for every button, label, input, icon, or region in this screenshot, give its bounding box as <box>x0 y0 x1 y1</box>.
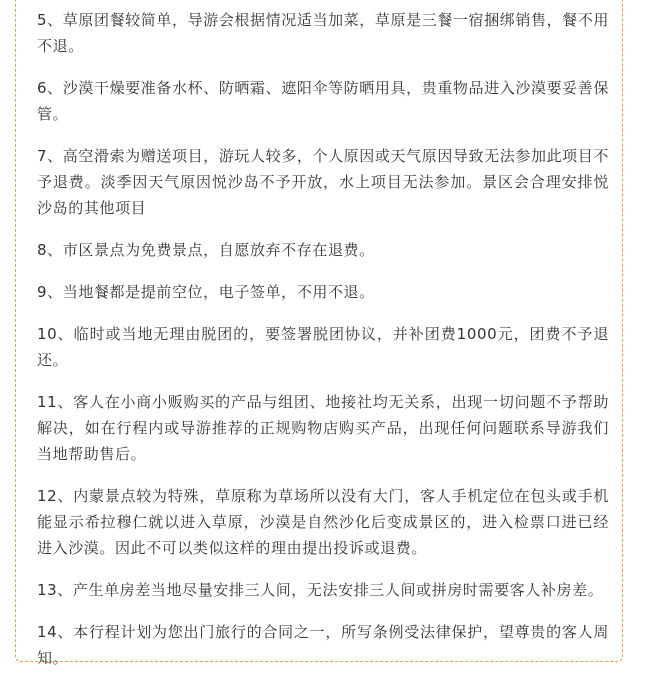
notice-item-12: 12、内蒙景点较为特殊，草原称为草场所以没有大门，客人手机定位在包头或手机能显示希拉穆仁就以进入草原，沙漠是自然沙化后变成景区的，进入检票口进已经进入沙漠。因此不可以类似这样的理由提出投诉或退费。 <box>37 487 609 557</box>
notice-item-13: 13、产生单房差当地尽量安排三人间，无法安排三人间或拼房时需要客人补房差。 <box>37 581 604 599</box>
notice-item-9: 9、当地餐都是提前空位，电子签单，不用不退。 <box>37 283 375 301</box>
notice-item-8: 8、市区景点为免费景点，自愿放弃不存在退费。 <box>37 241 375 259</box>
notice-item-5: 5、草原团餐较简单，导游会根据情况适当加菜，草原是三餐一宿捆绑销售，餐不用不退。 <box>37 11 609 55</box>
notice-item-10: 10、临时或当地无理由脱团的，要签署脱团协议，并补团费1000元，团费不予退还。 <box>37 325 609 369</box>
notice-list <box>37 7 609 687</box>
notice-item-6: 6、沙漠干燥要准备水杯、防晒霜、遮阳伞等防晒用具，贵重物品进入沙漠要妥善保管。 <box>37 79 609 123</box>
notice-item-7: 7、高空滑索为赠送项目，游玩人较多，个人原因或天气原因导致无法参加此项目不予退费。淡季因天气原因悦沙岛不予开放，水上项目无法参加。景区会合理安排悦沙岛的其他项目 <box>37 147 609 217</box>
notice-item-14: 14、本行程计划为您出门旅行的合同之一，所写条例受法律保护，望尊贵的客人周知。 <box>37 623 609 667</box>
notice-item-11: 11、客人在小商小贩购买的产品与组团、地接社均无关系，出现一切问题不予帮助解决，如在行程内或导游推荐的正规购物店购买产品，出现任何问题联系导游我们当地帮助售后。 <box>37 393 609 463</box>
